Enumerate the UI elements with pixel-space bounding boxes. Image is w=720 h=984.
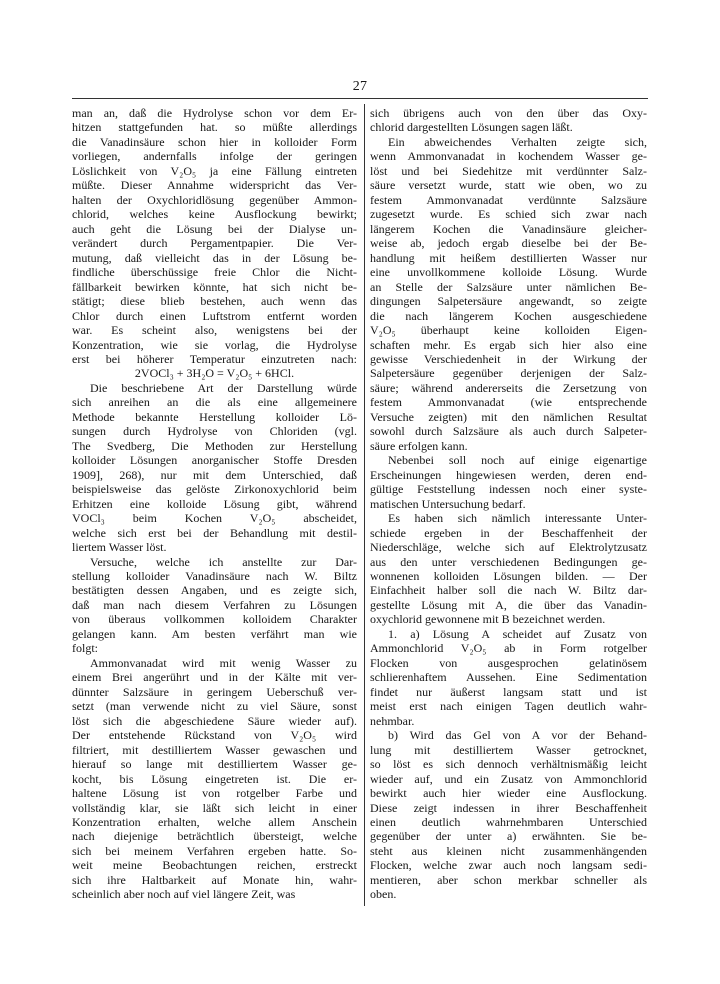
left-column-line: stätigt; diese blieb bestehen, auch wenn das [72,294,357,309]
right-column-line: längerem Kochen die Vanadinsäure gleicher- [370,221,647,236]
left-column-line: hierauf so lange mit destilliertem Wasser ge- [72,757,357,772]
left-column-line: Ammonvanadat wird mit wenig Wasser zu [90,655,357,670]
left-column-line: beispielsweise das gelöste Zirkonoxychlorid beim [72,482,357,497]
right-column-line: einen deutlich wahrnehmbaren Unterschied [370,814,647,829]
right-column-line: nehmbar. [370,713,415,728]
right-column-line: Salpetersäure gegenüber derjenigen der Salz- [370,366,647,381]
left-column-line: nach diejenige beträchtlich übersteigt, welche [72,829,357,844]
left-column-line: einem Brei angerührt und in der Kälte mit ver- [72,670,357,685]
left-column-line: sich ihre Haltbarkeit auf Monate hin, wahr- [72,872,357,887]
right-column-line: wonnenen kolloiden Lösungen bilden. — Der [370,569,647,583]
left-column-line: Erhitzen eine kolloide Lösung gibt, während [72,496,357,511]
right-column-line: Erscheinungen hingewiesen werden, deren end- [370,467,647,482]
right-column-line: gegenüber der unter a) erwähnten. Sie be- [370,829,647,844]
left-column-line: stellung kolloider Vanadinsäure nach W. Biltz [72,569,357,583]
left-column-line: welche sich erst bei der Behandlung mit destil- [72,525,357,540]
left-column-line: Konzentration erhalten, welche allem Anschein [72,814,357,829]
right-column-line: findet nur äußerst langsam statt und ist [370,684,647,699]
right-column-line: Einfachheit halber soll die nach W. Biltz dar- [370,583,647,598]
right-column-line: sowohl durch Salzsäure als auch durch Salpeter- [370,424,647,439]
right-column-line: Versuche zeigten) mit den nämlichen Resultat [370,409,647,424]
right-column-line: chlorid dargestellten Lösungen sagen läßt. [370,120,573,135]
left-column-line: Methode bekannte Herstellung kolloider Lö- [72,409,357,424]
left-column-line: Versuche, welche ich anstellte zur Dar- [90,554,357,569]
right-column-line: oben. [370,887,397,902]
right-column-line: oxychlorid gewonnene mit B bezeichnet werden. [370,612,606,627]
left-column-line: Der entstehende Rückstand von V₂O₅ wird [72,728,357,743]
left-column-line: verändert durch Pergamentpapier. Die Ver- [72,236,357,251]
left-column-line: löst sich die abgeschiedene Säure wieder auf). [72,713,357,728]
left-column-line: kolloider Lösungen anorganischer Stoffe Dresden [72,453,357,468]
right-column-line: sich übrigens auch von den über das Oxy- [370,106,647,120]
right-column-line: Ammonchlorid V₂O₅ ab in Form rotgelber [370,641,647,656]
left-column-line: daß man nach diesem Verfahren zu Lösungen [72,597,357,612]
left-column-line: die Vanadinsäure schon hier in kolloider Form [72,134,357,149]
right-column-line: Niederschläge, welche sich auf Elektrolytzusatz [370,540,647,555]
right-column-line: b) Wird das Gel von A vor der Behand- [388,728,647,743]
right-column-line: Flocken, welche zwar auch noch langsam sedi- [370,858,647,873]
left-column-line: hitzen stattgefunden hat. so müßte allerdings [72,120,357,135]
right-column-line: so löst es sich dennoch verhältnismäßig leicht [370,757,647,772]
right-column-line: 1. a) Lösung A scheidet auf Zusatz von [388,626,647,641]
left-column [72,106,357,902]
left-column-line: Die beschriebene Art der Darstellung würde [90,380,357,395]
right-column-line: festem Ammonvanadat verdünnte Salzsäure [370,192,647,207]
right-column-line: gewisse Verschiedenheit in der Wirkung der [370,351,647,366]
left-column-line: filtriert, mit destilliertem Wasser gewaschen und [72,742,357,757]
left-column-line: sich bei meinem Verfahren ergeben hatte. So- [72,843,357,858]
right-column-line: wenn Ammonvanadat in kochendem Wasser ge- [370,149,647,164]
right-column-line: an Stelle der Salzsäure unter nämlichen Be- [370,279,647,294]
left-column-line: sich anreihen an die als eine allgemeinere [72,395,357,410]
right-column-line: die nach längerem Kochen ausgeschiedene [370,308,647,323]
right-column-line: mentieren, aber schon merkbar schneller als [370,872,647,887]
right-column-line: weise ab, jedoch ergab dieselbe bei der Be- [370,236,647,251]
right-column-line: dingungen Salpetersäure angewandt, so zeigte [370,294,647,309]
right-column-line: bewirkt auch hier wieder eine Ausflockung. [370,786,647,801]
left-column-line: vorliegen, andernfalls infolge der geringen [72,149,357,164]
left-column-line: folgt: [72,641,98,656]
right-column-line: zugesetzt wurde. Es schied sich zwar nach [370,207,647,222]
left-column-line: auch geht die Lösung bei der Dialyse un- [72,221,357,236]
left-column-line: VOCl₃ beim Kochen V₂O₅ abscheidet, [72,511,357,526]
left-column-line: halten der Oxychloridlösung gegenüber Ammon- [72,192,357,207]
left-column-line: dünnter Salzsäure in geringem Ueberschuß ver- [72,684,357,699]
right-column-line: matischen Untersuchung bedarf. [370,496,526,511]
right-column-line: löst und bei Siedehitze mit verdünnter Salz- [370,163,647,178]
left-column-line: müßte. Dieser Annahme widerspricht das Ver- [72,178,357,193]
right-column-line: festem Ammonvanadat (wie entsprechende [370,395,647,410]
left-column-line: vollständig klar, sie läßt sich leicht in einer [72,800,357,815]
page-number: 27 [352,79,368,94]
right-column-line: V₂O₅ überhaupt keine kolloiden Eigen- [370,323,647,338]
right-column [370,106,647,902]
right-column-line: säure; während andererseits die Zersetzung von [370,380,647,395]
left-column-line: bestätigten dessen Angaben, und es zeigte sich, [72,583,357,598]
right-column-line: eine unvollkommene kolloide Lösung. Wurde [370,265,647,280]
right-column-line: wieder auf, und ein Zusatz von Ammonchlorid [370,771,647,786]
right-column-line: gültige Feststellung indessen noch einer syste- [370,482,647,497]
right-column-line: Flocken von ausgesprochen gelatinösem [370,655,647,670]
left-column-line: sungen durch Hydrolyse von Chloriden (vgl. [72,424,357,439]
left-column-line: weit meine Beobachtungen reichen, erstreckt [72,858,357,873]
left-column-line: Chlor durch einen Luftstrom entfernt worden [72,308,357,323]
left-column-line: man an, daß die Hydrolyse schon vor dem Er- [72,106,357,120]
left-column-line: findliche überschüssige freie Chlor die Nicht- [72,265,357,280]
right-column-line: aus den unter verschiedenen Bedingungen ge- [370,554,647,569]
left-column-line: gelangen kann. Am besten verfährt man wie [72,626,357,641]
left-column-line: Konzentration, wie sie vorlag, die Hydrolyse [72,337,357,352]
left-column-line: mutung, daß vielleicht das in der Lösung be- [72,250,357,265]
right-column-line: handlung mit heißem destillierten Wasser nur [370,250,647,265]
right-column-line: schlierenhaftem Aussehen. Eine Sedimentation [370,670,647,685]
right-column-line: säure versetzt wurde, statt wie oben, wo zu [370,178,647,193]
left-column-line: Löslichkeit von V₂O₅ ja eine Fällung eintreten [72,163,357,178]
left-column-line: setzt (man verwende nicht zu viel Säure, sonst [72,699,357,714]
right-column-line: schiede ergeben in der Beschaffenheit der [370,525,647,540]
column-divider [364,104,365,906]
right-column-line: säure erfolgen kann. [370,438,468,453]
left-column-line: von überaus vollkommen kolloidem Charakter [72,612,357,627]
left-column-line: haltene Lösung ist von rotgelber Farbe und [72,786,357,801]
right-column-line: Es haben sich nämlich interessante Unter- [388,511,647,526]
left-column-line: 1909], 268), nur mit dem Unterschied, daß [72,467,357,482]
right-column-line: Diese zeigt indessen in ihrer Beschaffenheit [370,800,647,815]
right-column-line: meist erst nach einigen Tagen deutlich wahr- [370,699,647,714]
left-column-line: The Svedberg, Die Methoden zur Herstellung [72,438,357,453]
left-column-line: scheinlich aber noch auf viel längere Zeit, was [72,887,296,902]
right-column-line: gestellte Lösung mit A, die über das Vanadin- [370,597,647,612]
right-column-line: Nebenbei soll noch auf einige eigenartige [388,453,647,468]
right-column-line: steht aus kleinen nicht zusammenhängenden [370,843,647,858]
left-column-line: fällbarkeit bewirken könnte, hat sich nicht be- [72,279,357,294]
left-column-line: kocht, bis Lösung eingetreten ist. Die er- [72,771,357,786]
right-column-line: Ein abweichendes Verhalten zeigte sich, [388,134,647,149]
right-column-line: schaften mehr. Es ergab sich hier also eine [370,337,647,352]
left-column-line: war. Es scheint also, wenigstens bei der [72,323,357,338]
right-column-line: lung mit destilliertem Wasser getrocknet, [370,742,647,757]
left-column-line: 2VOCl₃ + 3H₂O = V₂O₅ + 6HCl. [134,366,295,381]
left-column-line: chlorid, welches keine Ausflockung bewirkt; [72,207,357,222]
left-column-line: liertem Wasser löst. [72,540,167,555]
header-rule [72,98,648,99]
left-column-line: erst bei höherer Temperatur einzutreten nach: [72,351,357,366]
